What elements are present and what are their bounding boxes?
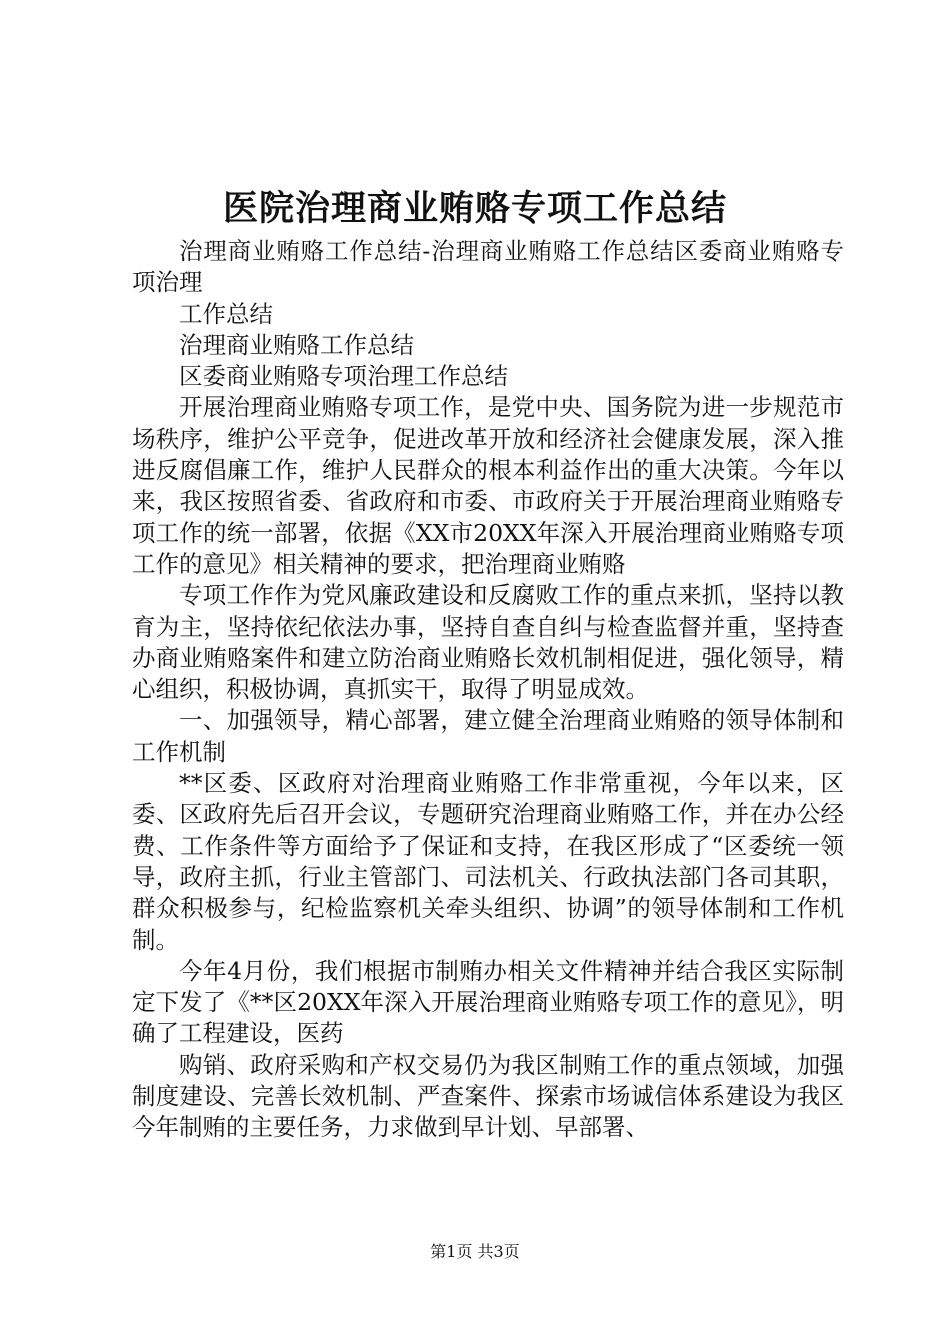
paragraph: 治理商业贿赂工作总结 [179,330,414,359]
paragraph: **区委、区政府对治理商业贿赂工作非常重视，今年以来，区委、区政府先后召开会议，专题研究治理商业贿赂工作，并在办公经费、工作条件等方面给予了保证和支持，在我区形成了“区委统一领导，政府主抓，行业主管部门、司法机关、行政执法部门各司其职，群众积极参与，纪检监察机关牵头组织、协调”的领导体制和工作机制。 [132,769,844,954]
paragraph: 专项工作作为党风廉政建设和反腐败工作的重点来抓，坚持以教育为主，坚持依纪依法办事，坚持自查自纠与检查监督并重，坚持查办商业贿赂案件和建立防治商业贿赂长效机制相促进，强化领导，精心组织，积极协调，真抓实干，取得了明显成效。 [132,581,844,704]
document-body [132,236,844,1144]
paragraph: 区委商业贿赂专项治理工作总结 [179,362,508,391]
paragraph: 工作总结 [179,299,273,328]
section-heading: 一、加强领导，精心部署，建立健全治理商业贿赂的领导体制和工作机制 [132,706,844,766]
paragraph: 购销、政府采购和产权交易仍为我区制贿工作的重点领域，加强制度建设、完善长效机制、严查案件、探索市场诚信体系建设为我区今年制贿的主要任务，力求做到早计划、早部署、 [132,1050,844,1142]
paragraph: 今年4月份，我们根据市制贿办相关文件精神并结合我区实际制定下发了《**区20XX年深入开展治理商业贿赂专项工作的意见》，明确了工程建设，医药 [132,956,844,1048]
page-footer: 第1页 共3页 [430,1242,520,1261]
paragraph: 治理商业贿赂工作总结-治理商业贿赂工作总结区委商业贿赂专项治理 [132,237,844,297]
document-title: 医院治理商业贿赂专项工作总结 [222,188,727,229]
paragraph: 开展治理商业贿赂专项工作，是党中央、国务院为进一步规范市场秩序，维护公平竞争，促进改革开放和经济社会健康发展，深入推进反腐倡廉工作，维护人民群众的根本利益作出的重大决策。今年以来，我区按照省委、省政府和市委、市政府关于开展治理商业贿赂专项工作的统一部署，依据《XX市20XX年深入开展治理商业贿赂专项工作的意见》相关精神的要求，把治理商业贿赂 [132,393,844,578]
